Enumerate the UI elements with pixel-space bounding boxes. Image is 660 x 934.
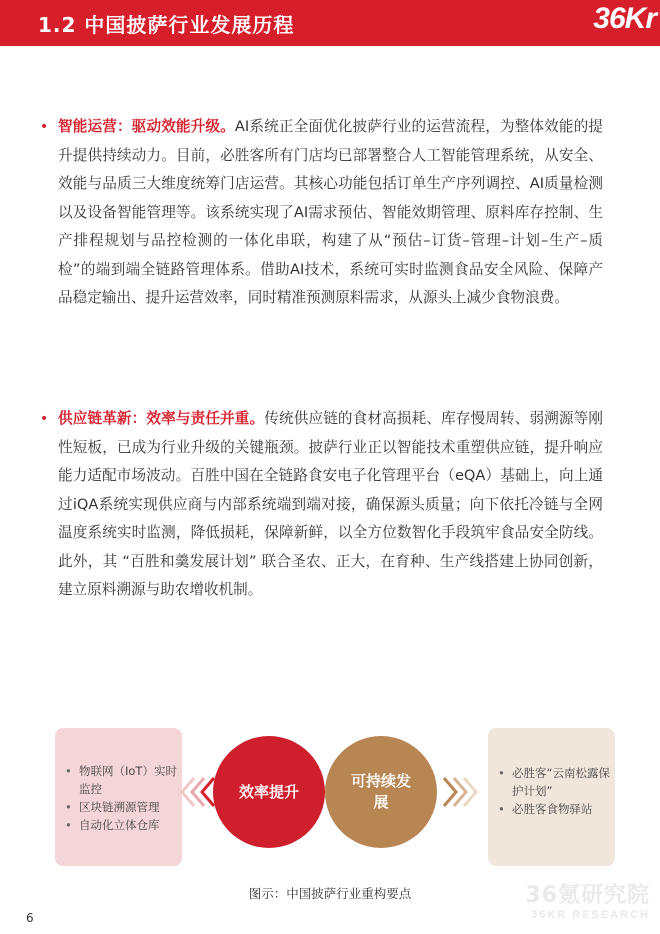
section-title: 1.2 中国披萨行业发展历程	[38, 13, 295, 37]
paragraph-body: AI系统正全面优化披萨行业的运营流程，为整体效能的提升提供持续动力。目前，必胜客所有门店均已部署整合人工智能管理系统，从安全、效能与品质三大维度统筹门店运营。其核心功能包括订单生产序列调控、AI质量检测以及设备智能管理等。该系统实现了AI需求预估、智能效期管理、原料库存控制、生产排程规划与品控检测的一体化串联，构建了从“预估–订货–管理–计划–生产–质检”的端到端全链路管理体系。借助AI技术，系统可实时监测食品安全风险、保障产品稳定输出、提升运营效率，同时精准预测原料需求，从源头上减少食物浪费。	[58, 118, 603, 306]
paragraph-lead: 智能运营：驱动效能升级。	[58, 118, 235, 135]
list-item: • 必胜客“云南松露保护计划”	[498, 764, 615, 800]
chevron-right-icon	[440, 772, 480, 812]
paragraph-lead: 供应链革新：效率与责任并重。	[58, 410, 265, 427]
bullet-icon: •	[40, 119, 49, 135]
36kr-logo: 36Kr	[593, 2, 656, 35]
watermark-line2: 36KR RESEARCH	[531, 909, 650, 921]
list-item: • 必胜客食物驿站	[498, 800, 615, 818]
list-item: • 区块链溯源管理	[65, 798, 182, 816]
page-number: 6	[26, 911, 34, 925]
watermark	[525, 878, 650, 921]
list-item: • 自动化立体仓库	[65, 816, 182, 834]
paragraph-supply-chain	[40, 405, 603, 605]
header-bar	[0, 0, 660, 46]
chevron-left-icon	[178, 772, 218, 812]
left-panel	[55, 728, 182, 866]
paragraph-smart-operations	[40, 113, 603, 313]
sustainability-label: 可持续发展	[351, 772, 412, 811]
bullet-icon: •	[40, 411, 49, 427]
efficiency-label: 效率提升	[239, 782, 300, 801]
right-panel	[488, 728, 615, 866]
efficiency-circle	[213, 736, 325, 848]
paragraph-body: 传统供应链的食材高损耗、库存慢周转、弱溯源等刚性短板，已成为行业升级的关键瓶颈。披萨行业正以智能技术重塑供应链，提升响应能力适配市场波动。百胜中国在全链路食安电子化管理平台（eQA）基础上，向上通过iQA系统实现供应商与内部系统端到端对接，确保源头质量；向下依托冷链与全网温度系统实时监测，降低损耗，保障新鲜，以全方位数智化手段筑牢食品安全防线。此外，其 “百胜和羹发展计划” 联合圣农、正大，在育种、生产线搭建上协同创新，建立原料溯源与助农增收机制。	[58, 410, 603, 598]
list-item: • 物联网（IoT）实时监控	[65, 762, 182, 798]
watermark-line1: 36氪研究院	[525, 883, 650, 908]
sustainability-circle	[325, 736, 437, 848]
figure-caption: 图示：中国披萨行业重构要点	[248, 886, 412, 901]
